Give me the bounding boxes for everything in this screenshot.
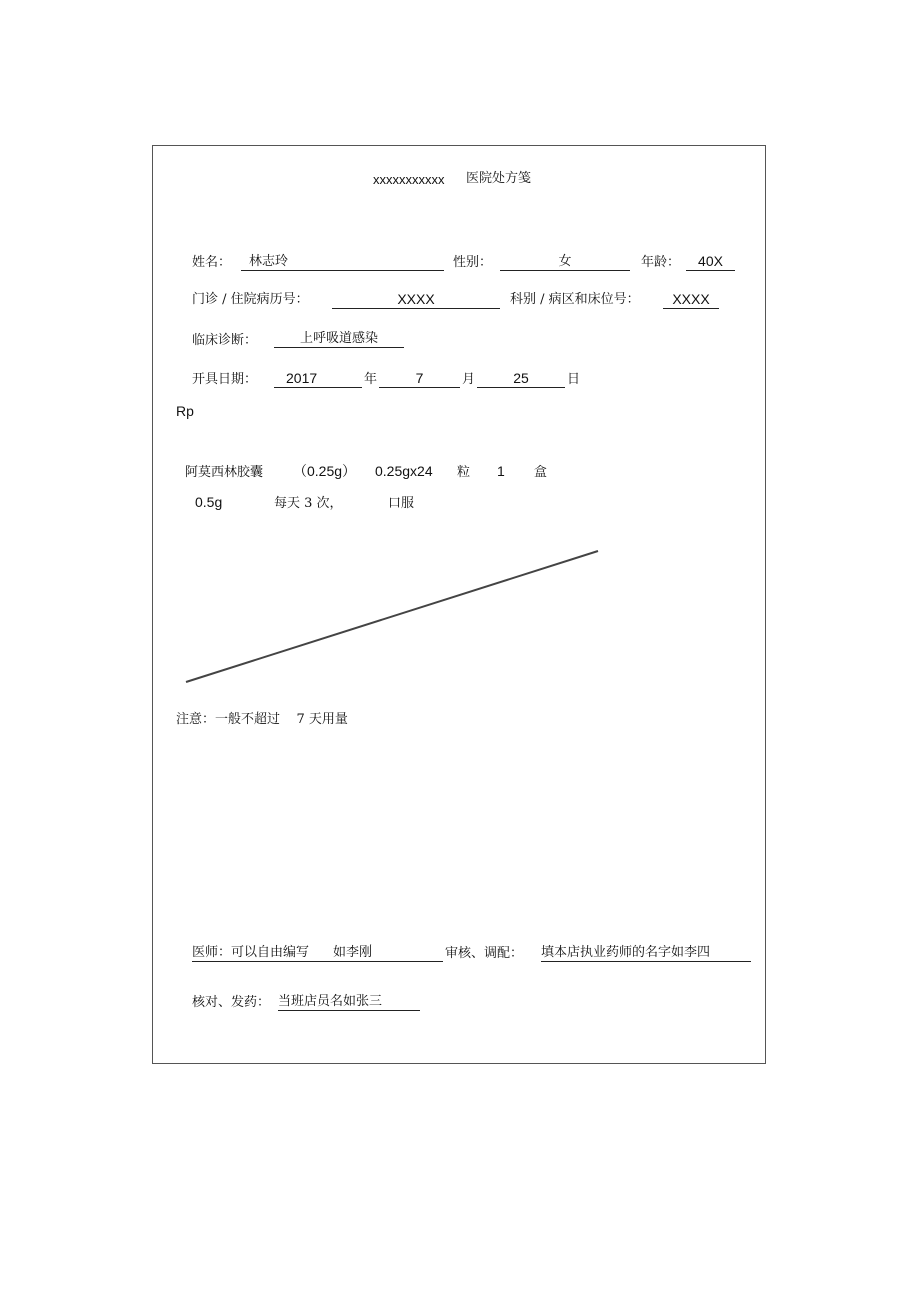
issue-date-label: 开具日期： [192,372,258,387]
doctor-name: 如李刚 [333,945,373,960]
gender-label: 性别： [453,255,493,270]
prescription-title: 医院处方笺 [466,171,532,186]
year-unit: 年 [364,372,378,387]
dose: 0.5g [195,494,223,510]
route: 口服 [388,496,415,511]
usage-note: 注意：一般不超过 7 天用量 [176,712,348,727]
drug-strength: （0.25g） [293,463,357,479]
day-unit: 日 [567,372,581,387]
pharmacist-field: 填本店执业药师的名字如李四 [541,946,751,962]
record-number-label: 门诊 / 住院病历号： [192,292,309,307]
department-bed-field: XXXX [663,292,719,309]
rp-symbol: Rp [176,403,194,419]
review-label: 审核、调配： [445,946,524,961]
day-field: 25 [477,371,565,388]
month-field: 7 [379,371,460,388]
blank-area-strike-line [153,146,765,746]
diagnosis-label: 临床诊断： [192,333,258,348]
gender-field: 女 [500,255,630,271]
department-bed-label: 科别 / 病区和床位号： [510,292,640,307]
age-field: 40X [686,254,735,271]
drug-name: 阿莫西林胶囊 [185,465,264,480]
doctor-label: 医师：可以自由编写 [192,945,310,960]
prescription-sheet [152,145,766,1064]
month-unit: 月 [462,372,476,387]
package-unit: 粒 [457,465,471,480]
dispenser-field: 当班店员名如张三 [278,995,420,1011]
drug-package-spec: 0.25gx24 [375,463,433,479]
diagnosis-field: 上呼吸道感染 [274,332,404,348]
hospital-name-placeholder: xxxxxxxxxxx [373,172,445,187]
record-number-field: XXXX [332,292,500,309]
quantity-unit: 盒 [534,465,548,480]
name-field: 林志玲 [241,255,444,271]
frequency: 每天 3 次， [274,496,343,511]
name-label: 姓名： [192,255,232,270]
check-dispense-label: 核对、发药： [192,995,271,1010]
age-label: 年龄： [641,255,681,270]
quantity: 1 [497,463,505,479]
year-field: 2017 [274,371,362,388]
doctor-signature-line [192,946,443,962]
